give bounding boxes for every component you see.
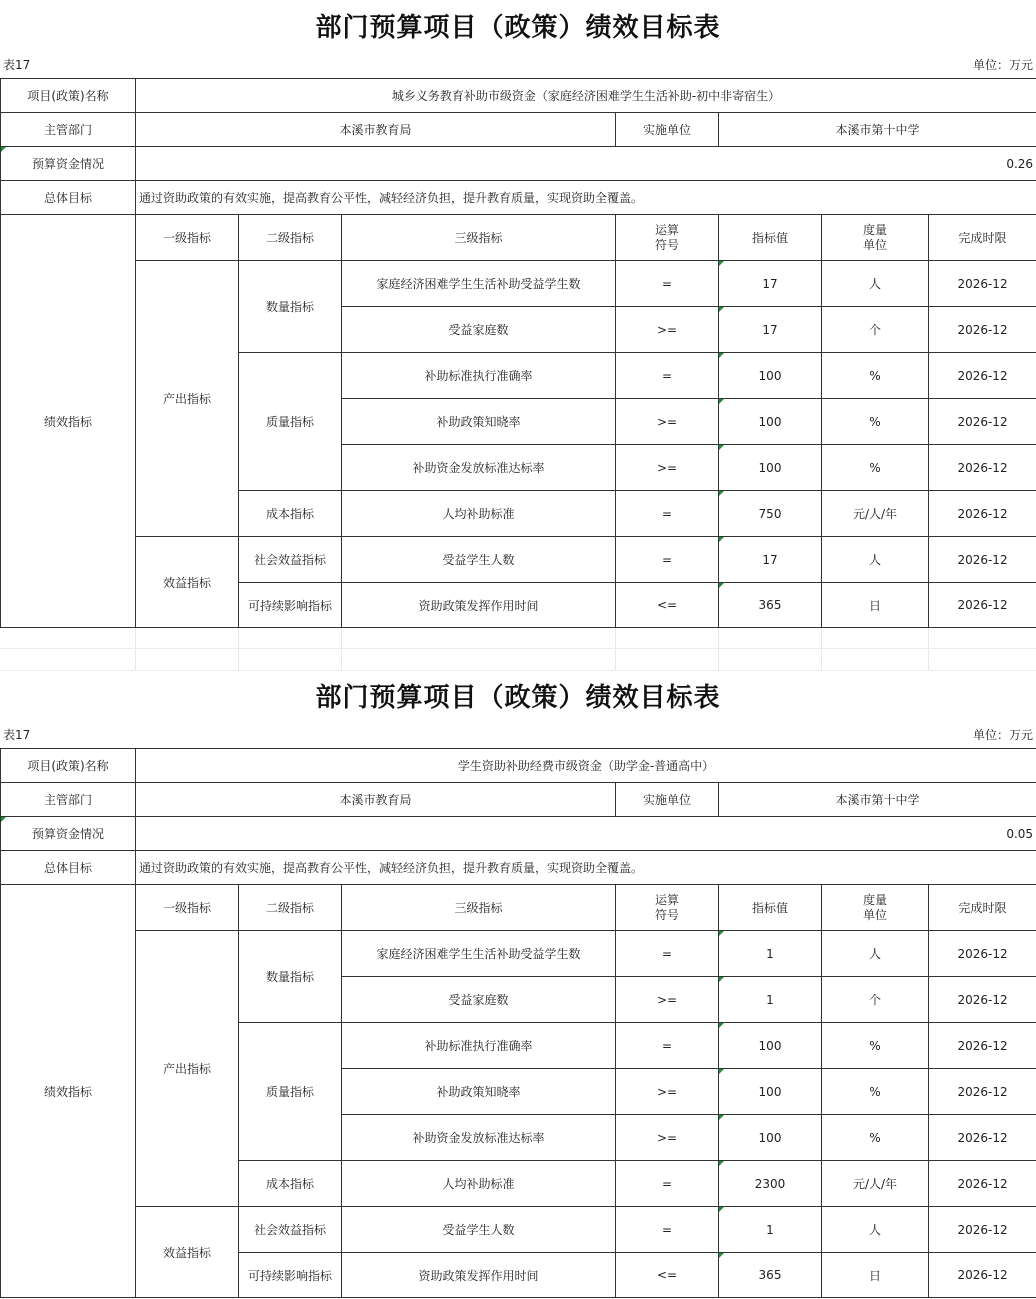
budget-value: 0.05 [136,817,1036,851]
row-value: 17 [719,537,822,583]
row-op: <= [616,1253,719,1298]
dept-value: 本溪市教育局 [136,783,616,817]
row-unit: % [822,1115,929,1161]
row-name: 家庭经济困难学生生活补助受益学生数 [342,931,616,977]
row-value: 365 [719,1253,822,1298]
row-time: 2026-12 [929,1207,1036,1253]
row-value: 1 [719,931,822,977]
header-op [616,215,719,261]
row-op: >= [616,445,719,491]
row-name: 补助资金发放标准达标率 [342,445,616,491]
budget-value: 0.26 [136,147,1036,181]
row-time: 2026-12 [929,1253,1036,1298]
l2-quantity: 数量指标 [239,261,342,353]
row-op: = [616,1161,719,1207]
row-time: 2026-12 [929,491,1036,537]
row-name: 补助资金发放标准达标率 [342,1115,616,1161]
row-name: 资助政策发挥作用时间 [342,583,616,628]
l2-social: 社会效益指标 [239,537,342,583]
row-time: 2026-12 [929,931,1036,977]
row-value: 100 [719,1069,822,1115]
row-time: 2026-12 [929,583,1036,628]
impl-value: 本溪市第十中学 [719,113,1036,147]
row-op: <= [616,583,719,628]
row-unit: % [822,1023,929,1069]
row-value: 17 [719,261,822,307]
row-unit: % [822,445,929,491]
row-unit: 人 [822,1207,929,1253]
row-unit: 元/人/年 [822,1161,929,1207]
header-op-text: 运算符号 [654,892,679,922]
row-op: = [616,537,719,583]
goal-label: 总体目标 [1,851,136,885]
l1-output: 产出指标 [136,931,239,1207]
row-time: 2026-12 [929,445,1036,491]
row-time: 2026-12 [929,1161,1036,1207]
row-time: 2026-12 [929,1023,1036,1069]
header-l2: 二级指标 [239,885,342,931]
goal-value: 通过资助政策的有效实施，提高教育公平性，减轻经济负担，提升教育质量，实现资助全覆盖。 [136,181,1036,215]
table-meta-row [0,48,1036,78]
header-l2: 二级指标 [239,215,342,261]
row-unit: 人 [822,261,929,307]
header-time: 完成时限 [929,215,1036,261]
row-op: = [616,261,719,307]
row-name: 补助政策知晓率 [342,1069,616,1115]
row-value: 1 [719,1207,822,1253]
row-unit: % [822,399,929,445]
row-unit: 日 [822,1253,929,1298]
row-name: 家庭经济困难学生生活补助受益学生数 [342,261,616,307]
header-op-text: 运算符号 [654,222,679,252]
row-time: 2026-12 [929,307,1036,353]
goal-value: 通过资助政策的有效实施，提高教育公平性，减轻经济负担，提升教育质量，实现资助全覆盖。 [136,851,1036,885]
l2-social: 社会效益指标 [239,1207,342,1253]
row-value: 365 [719,583,822,628]
row-unit: % [822,353,929,399]
l2-sustain: 可持续影响指标 [239,1253,342,1298]
row-unit: 人 [822,537,929,583]
row-unit: 日 [822,583,929,628]
goal-label: 总体目标 [1,181,136,215]
row-value: 100 [719,1115,822,1161]
unit-label: 单位：万元 [972,728,1033,742]
header-l1: 一级指标 [136,885,239,931]
row-value: 100 [719,1023,822,1069]
impl-value: 本溪市第十中学 [719,783,1036,817]
project-label: 项目(政策)名称 [1,749,136,783]
row-op: >= [616,977,719,1023]
row-time: 2026-12 [929,1115,1036,1161]
row-time: 2026-12 [929,537,1036,583]
row-op: = [616,1023,719,1069]
row-value: 17 [719,307,822,353]
row-time: 2026-12 [929,261,1036,307]
header-val: 指标值 [719,885,822,931]
performance-table [0,748,1036,1298]
header-unit-text: 度量单位 [862,892,887,922]
header-op [616,885,719,931]
row-name: 补助标准执行准确率 [342,1023,616,1069]
row-name: 受益家庭数 [342,977,616,1023]
performance-table [0,78,1036,628]
row-op: = [616,931,719,977]
row-op: >= [616,399,719,445]
header-unit [822,885,929,931]
row-time: 2026-12 [929,1069,1036,1115]
row-time: 2026-12 [929,977,1036,1023]
row-unit: 元/人/年 [822,491,929,537]
row-op: = [616,353,719,399]
row-value: 1 [719,977,822,1023]
row-name: 受益学生人数 [342,1207,616,1253]
budget-label: 预算资金情况 [1,817,136,851]
header-unit-text: 度量单位 [862,222,887,252]
header-l1: 一级指标 [136,215,239,261]
row-name: 资助政策发挥作用时间 [342,1253,616,1298]
row-time: 2026-12 [929,353,1036,399]
row-value: 100 [719,353,822,399]
header-val: 指标值 [719,215,822,261]
row-op: >= [616,1115,719,1161]
row-op: >= [616,1069,719,1115]
table-meta-row [0,718,1036,748]
table-number: 表17 [3,728,31,742]
header-unit [822,215,929,261]
header-l3: 三级指标 [342,215,616,261]
project-name: 学生资助补助经费市级资金（助学金-普通高中） [136,749,1036,783]
table-number: 表17 [3,58,31,72]
l2-cost: 成本指标 [239,491,342,537]
impl-label: 实施单位 [616,783,719,817]
perf-label: 绩效指标 [1,215,136,628]
row-unit: 个 [822,307,929,353]
perf-label: 绩效指标 [1,885,136,1298]
row-name: 人均补助标准 [342,1161,616,1207]
row-value: 100 [719,399,822,445]
row-value: 750 [719,491,822,537]
row-name: 补助标准执行准确率 [342,353,616,399]
row-op: = [616,491,719,537]
header-time: 完成时限 [929,885,1036,931]
row-op: >= [616,307,719,353]
row-name: 人均补助标准 [342,491,616,537]
row-unit: 个 [822,977,929,1023]
row-unit: % [822,1069,929,1115]
l2-quality: 质量指标 [239,1023,342,1161]
l2-quality: 质量指标 [239,353,342,491]
l1-output: 产出指标 [136,261,239,537]
header-l3: 三级指标 [342,885,616,931]
row-name: 受益家庭数 [342,307,616,353]
row-unit: 人 [822,931,929,977]
dept-label: 主管部门 [1,783,136,817]
l2-cost: 成本指标 [239,1161,342,1207]
project-label: 项目(政策)名称 [1,79,136,113]
row-op: = [616,1207,719,1253]
spreadsheet-gap [0,628,1036,671]
budget-label: 预算资金情况 [1,147,136,181]
project-name: 城乡义务教育补助市级资金（家庭经济困难学生生活补助-初中非寄宿生） [136,79,1036,113]
l2-quantity: 数量指标 [239,931,342,1023]
row-value: 2300 [719,1161,822,1207]
l2-sustain: 可持续影响指标 [239,583,342,628]
dept-value: 本溪市教育局 [136,113,616,147]
impl-label: 实施单位 [616,113,719,147]
l1-effect: 效益指标 [136,537,239,628]
row-name: 补助政策知晓率 [342,399,616,445]
row-name: 受益学生人数 [342,537,616,583]
row-time: 2026-12 [929,399,1036,445]
unit-label: 单位：万元 [972,58,1033,72]
table-title: 部门预算项目（政策）绩效目标表 [315,12,721,43]
table-title: 部门预算项目（政策）绩效目标表 [315,682,721,713]
row-value: 100 [719,445,822,491]
dept-label: 主管部门 [1,113,136,147]
l1-effect: 效益指标 [136,1207,239,1298]
